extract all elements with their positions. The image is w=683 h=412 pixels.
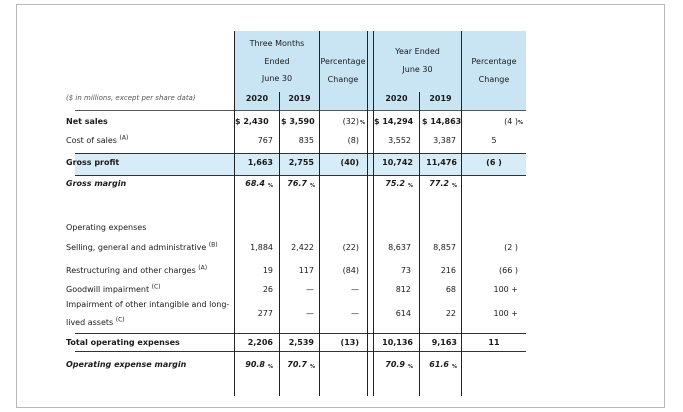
year-2020: 2020 bbox=[245, 94, 269, 103]
row-label-goodwill: Goodwill impairment $^{(C)}$ bbox=[66, 283, 161, 294]
row-label-gross-profit: Gross profit bbox=[66, 158, 120, 167]
cell: (66 ) bbox=[499, 266, 518, 275]
cell-suffix: % bbox=[408, 183, 414, 189]
cell: 68 bbox=[445, 285, 456, 294]
cell: 767 bbox=[257, 136, 273, 145]
cell: 61.6 bbox=[429, 360, 449, 369]
financial-table bbox=[16, 4, 665, 408]
cell: 1,663 bbox=[247, 158, 273, 167]
cell: 277 bbox=[257, 309, 273, 318]
cell: (13) bbox=[340, 338, 359, 347]
cell: 2,755 bbox=[288, 158, 314, 167]
cell: (2 ) bbox=[504, 243, 518, 252]
cell: 75.2 bbox=[385, 179, 405, 188]
cell: 100 + bbox=[493, 309, 518, 318]
header-pct-change: Change bbox=[327, 75, 359, 84]
header-year-ended: June 30 bbox=[402, 65, 433, 74]
cell: 2,539 bbox=[288, 338, 314, 347]
cell-suffix: % bbox=[360, 120, 366, 126]
cell: 8,637 bbox=[388, 243, 411, 252]
rule-below-years bbox=[75, 110, 526, 111]
header-pct-change: Change bbox=[478, 75, 510, 84]
cell: 3,387 bbox=[433, 136, 456, 145]
cell-suffix: % bbox=[408, 364, 414, 370]
cell: — bbox=[306, 309, 314, 318]
cell: 1,884 bbox=[250, 243, 273, 252]
cell: $ 3,590 bbox=[281, 117, 315, 126]
row-label-total-opex: Total operating expenses bbox=[66, 338, 180, 347]
row-label-impairment: Impairment of other intangible and long- bbox=[66, 300, 230, 309]
cell: 76.7 bbox=[287, 179, 307, 188]
cell: (22) bbox=[342, 243, 359, 252]
header-three-months: Three Months bbox=[249, 39, 305, 48]
cell: 19 bbox=[262, 266, 273, 275]
cell: — bbox=[351, 285, 359, 294]
cell: 26 bbox=[262, 285, 273, 294]
col-divider bbox=[367, 31, 368, 396]
cell: 5 bbox=[491, 136, 497, 145]
cell: 117 bbox=[298, 266, 314, 275]
rule-above-total bbox=[75, 333, 526, 334]
cell: 835 bbox=[298, 136, 314, 145]
header-pct-change: Percentage bbox=[320, 57, 366, 66]
cell: (8) bbox=[347, 136, 359, 145]
row-label-impairment: lived assets $^{(C)}$ bbox=[66, 316, 125, 327]
cell: — bbox=[306, 285, 314, 294]
row-label-opex-margin: Operating expense margin bbox=[66, 360, 187, 369]
cell: $ 2,430 bbox=[235, 117, 269, 126]
cell-suffix: % bbox=[310, 364, 316, 370]
cell: 2,206 bbox=[247, 338, 273, 347]
cell-suffix: % bbox=[518, 120, 524, 126]
footnote-marker: (C) bbox=[115, 316, 125, 324]
cell-suffix: % bbox=[268, 183, 274, 189]
cell: 9,163 bbox=[431, 338, 457, 347]
cell-suffix: % bbox=[310, 183, 316, 189]
cell: 10,742 bbox=[382, 158, 413, 167]
row-label-net-sales: Net sales bbox=[66, 117, 108, 126]
cell: $ 14,863 bbox=[422, 117, 462, 126]
cell: 216 bbox=[440, 266, 456, 275]
section-heading-operating-expenses: Operating expenses bbox=[66, 223, 147, 232]
cell: 10,136 bbox=[382, 338, 413, 347]
cell: (32) bbox=[342, 117, 359, 126]
footnote-marker: (B) bbox=[208, 241, 218, 249]
header-year-ended: Year Ended bbox=[395, 47, 440, 56]
year-2019: 2019 bbox=[288, 94, 311, 103]
row-label-cost-of-sales: Cost of sales $^{(A)}$ bbox=[66, 134, 129, 145]
cell: $ 14,294 bbox=[374, 117, 414, 126]
cell: 614 bbox=[395, 309, 411, 318]
header-three-months: Ended bbox=[264, 57, 290, 66]
cell: 70.9 bbox=[385, 360, 405, 369]
year-2020: 2020 bbox=[385, 94, 408, 103]
cell: 8,857 bbox=[433, 243, 456, 252]
row-label-sga: Selling, general and administrative $^{(B)}$ bbox=[66, 241, 218, 252]
cell: (40) bbox=[340, 158, 359, 167]
units-note: ($ in millions, except per share data) bbox=[66, 94, 196, 102]
cell: 22 bbox=[445, 309, 456, 318]
cell: 70.7 bbox=[287, 360, 307, 369]
cell: 3,552 bbox=[388, 136, 411, 145]
footnote-marker: (A) bbox=[198, 264, 208, 272]
cell: 68.4 bbox=[245, 179, 265, 188]
cell: 11,476 bbox=[426, 158, 457, 167]
cell: — bbox=[351, 309, 359, 318]
header-three-months: June 30 bbox=[261, 74, 293, 83]
row-label-gross-margin: Gross margin bbox=[66, 179, 127, 188]
year-2019: 2019 bbox=[429, 94, 452, 103]
row-label-restructuring: Restructuring and other charges $^{(A)}$ bbox=[66, 264, 208, 275]
cell: 812 bbox=[395, 285, 411, 294]
cell-suffix: % bbox=[452, 364, 458, 370]
rule-below-total bbox=[75, 351, 526, 352]
cell: 2,422 bbox=[291, 243, 314, 252]
header-pct-change: Percentage bbox=[471, 57, 517, 66]
cell: 73 bbox=[400, 266, 411, 275]
footnote-marker: (A) bbox=[119, 134, 129, 142]
footnote-marker: (C) bbox=[151, 283, 161, 291]
cell: 100 + bbox=[493, 285, 518, 294]
cell-suffix: % bbox=[268, 364, 274, 370]
cell: 77.2 bbox=[429, 179, 449, 188]
cell: (84) bbox=[342, 266, 359, 275]
cell: (4 ) bbox=[504, 117, 518, 126]
cell: (6 ) bbox=[486, 158, 502, 167]
cell-suffix: % bbox=[452, 183, 458, 189]
cell: 11 bbox=[488, 338, 500, 347]
cell: 90.8 bbox=[245, 360, 265, 369]
